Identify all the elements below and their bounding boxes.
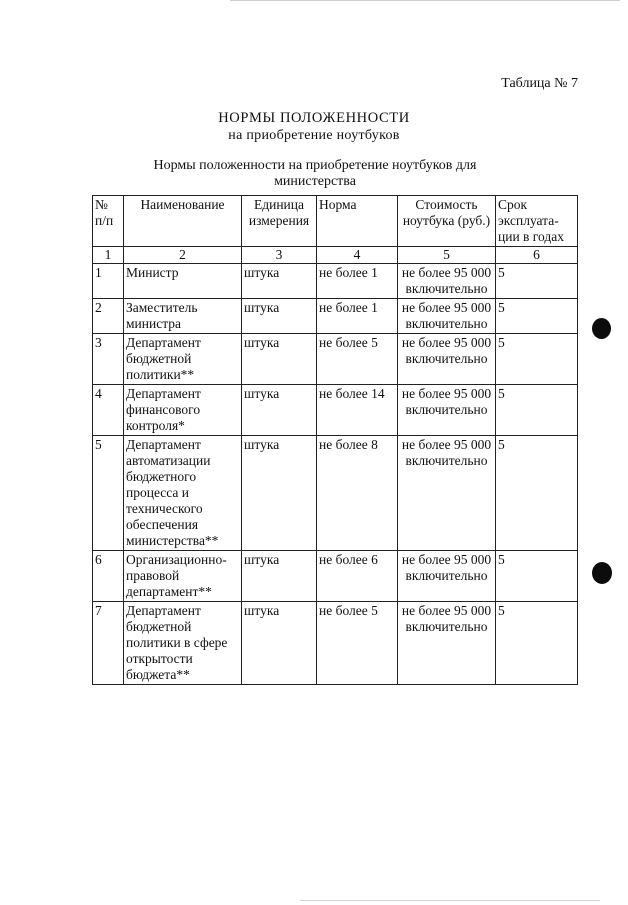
row-term: 5 bbox=[496, 334, 578, 385]
row-num: 3 bbox=[93, 334, 124, 385]
header-norm: Норма bbox=[317, 196, 398, 247]
column-index-cell: 5 bbox=[398, 247, 496, 264]
binder-hole-mark bbox=[592, 318, 611, 339]
row-cost: не более 95 000 включительно bbox=[398, 264, 496, 299]
table-row bbox=[93, 602, 578, 685]
row-unit: штука bbox=[242, 602, 317, 685]
column-index-cell: 1 bbox=[93, 247, 124, 264]
row-name: Министр bbox=[124, 264, 242, 299]
column-index-cell: 6 bbox=[496, 247, 578, 264]
table-row bbox=[93, 334, 578, 385]
scan-bottom-rule bbox=[300, 900, 600, 901]
table-caption: Нормы положенности на приобретение ноутбуков для министерства bbox=[153, 158, 477, 189]
row-norm: не более 1 bbox=[317, 299, 398, 334]
binder-hole-mark bbox=[592, 562, 612, 584]
row-unit: штука bbox=[242, 299, 317, 334]
row-norm: не более 5 bbox=[317, 602, 398, 685]
table-row bbox=[93, 436, 578, 551]
header-num: № п/п bbox=[93, 196, 124, 247]
row-term: 5 bbox=[496, 299, 578, 334]
table-row bbox=[93, 551, 578, 602]
row-term: 5 bbox=[496, 551, 578, 602]
column-index-cell: 4 bbox=[317, 247, 398, 264]
row-name: Организационно-правовой департамент** bbox=[124, 551, 242, 602]
row-name: Департамент бюджетной политики** bbox=[124, 334, 242, 385]
row-cost: не более 95 000 включительно bbox=[398, 551, 496, 602]
row-norm: не более 1 bbox=[317, 264, 398, 299]
row-num: 4 bbox=[93, 385, 124, 436]
table-header-row bbox=[93, 196, 578, 247]
row-cost: не более 95 000 включительно bbox=[398, 436, 496, 551]
row-name: Департамент финансового контроля* bbox=[124, 385, 242, 436]
row-name: Департамент автоматизации бюджетного процесса и технического обеспечения министерства** bbox=[124, 436, 242, 551]
table-row bbox=[93, 264, 578, 299]
document-subtitle: на приобретение ноутбуков bbox=[228, 128, 400, 143]
row-unit: штука bbox=[242, 436, 317, 551]
row-cost: не более 95 000 включительно bbox=[398, 385, 496, 436]
row-norm: не более 14 bbox=[317, 385, 398, 436]
row-cost: не более 95 000 включительно bbox=[398, 334, 496, 385]
row-norm: не более 5 bbox=[317, 334, 398, 385]
row-cost: не более 95 000 включительно bbox=[398, 602, 496, 685]
row-num: 5 bbox=[93, 436, 124, 551]
column-index-row bbox=[93, 247, 578, 264]
document-title: НОРМЫ ПОЛОЖЕННОСТИ bbox=[218, 110, 410, 126]
header-name: Наименование bbox=[124, 196, 242, 247]
norms-table bbox=[92, 195, 578, 685]
column-index-cell: 3 bbox=[242, 247, 317, 264]
row-term: 5 bbox=[496, 436, 578, 551]
row-norm: не более 8 bbox=[317, 436, 398, 551]
table-row bbox=[93, 385, 578, 436]
table-row bbox=[93, 299, 578, 334]
row-num: 2 bbox=[93, 299, 124, 334]
scan-top-rule bbox=[230, 0, 620, 1]
row-term: 5 bbox=[496, 602, 578, 685]
row-unit: штука bbox=[242, 385, 317, 436]
header-term: Срок эксплуата-ции в годах bbox=[496, 196, 578, 247]
row-num: 7 bbox=[93, 602, 124, 685]
row-term: 5 bbox=[496, 385, 578, 436]
row-unit: штука bbox=[242, 551, 317, 602]
row-cost: не более 95 000 включительно bbox=[398, 299, 496, 334]
header-unit: Единица измерения bbox=[242, 196, 317, 247]
table-number: Таблица № 7 bbox=[501, 76, 578, 91]
row-norm: не более 6 bbox=[317, 551, 398, 602]
row-unit: штука bbox=[242, 264, 317, 299]
row-name: Заместитель министра bbox=[124, 299, 242, 334]
row-name: Департамент бюджетной политики в сфере открытости бюджета** bbox=[124, 602, 242, 685]
row-term: 5 bbox=[496, 264, 578, 299]
row-num: 1 bbox=[93, 264, 124, 299]
row-unit: штука bbox=[242, 334, 317, 385]
column-index-cell: 2 bbox=[124, 247, 242, 264]
header-cost: Стоимость ноутбука (руб.) bbox=[398, 196, 496, 247]
row-num: 6 bbox=[93, 551, 124, 602]
